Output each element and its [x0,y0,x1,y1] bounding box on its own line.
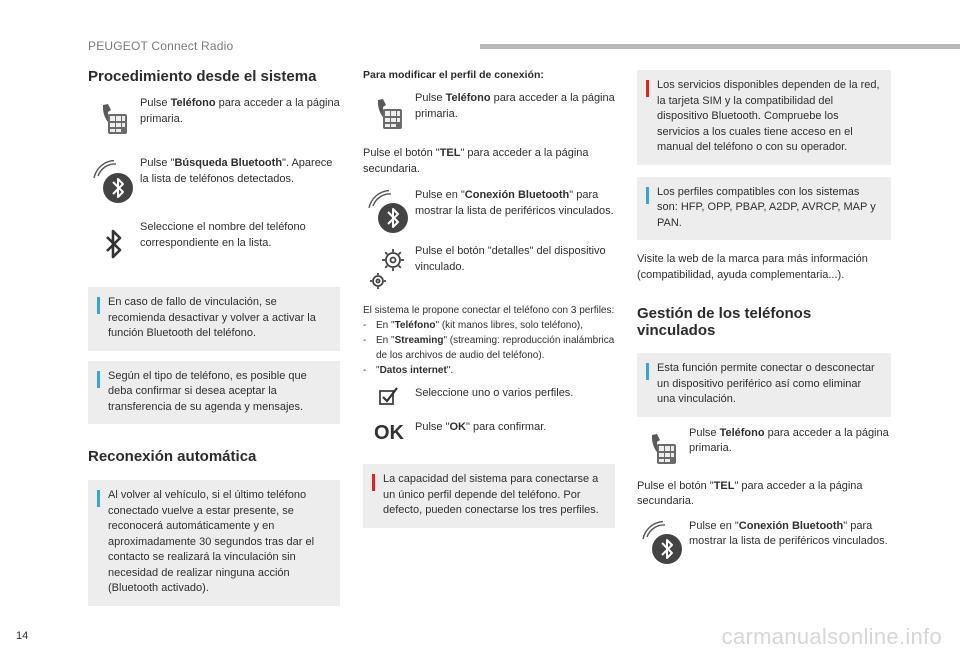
warning-profile-capacity: La capacidad del sistema para conectarse a un único perfil depende del teléfono. Por defecto, pueden conectarse los tres perfiles. [363,464,615,528]
bluetooth-search-icon [88,155,140,211]
profile-item: - "Datos internet". [363,365,454,376]
phone-icon [88,95,140,143]
step-select-profiles-text: Seleccione uno o varios perfiles. [415,387,574,399]
tel-button-paragraph: Pulse el botón "TEL" para acceder a la página secundaria. [363,147,589,175]
step-bluetooth-search [88,155,340,211]
step-select-profiles [363,380,615,412]
checkbox-icon [363,380,415,412]
gear-icon [363,243,415,295]
step-details-text: Pulse el botón "detalles" del dispositivo vinculado. [415,245,606,273]
step-select-phone [88,219,340,269]
phone-icon [637,425,689,473]
step-phone-2-text: Pulse Teléfono para acceder a la página primaria. [415,92,615,120]
subtitle-modify-profile: Para modificar el perfil de conexión: [363,69,544,81]
note-manage-function: Esta función permite conectar o desconectar un dispositivo periférico así como eliminar una vinculación. [637,353,891,417]
step-select-phone-text: Seleccione el nombre del teléfono correspondiente en la lista. [140,221,306,249]
ok-icon [363,414,415,452]
step-phone [88,95,340,143]
step-phone-text: Pulse Teléfono para acceder a la página primaria. [140,97,340,125]
profiles-intro: El sistema le propone conectar el teléfono con 3 perfiles: [363,305,615,316]
header-bar [480,44,960,49]
bluetooth-search-icon [637,518,689,570]
visit-website-paragraph: Visite la web de la marca para más información (compatibilidad, ayuda complementaria...). [637,253,868,281]
note-confirm-transfer: Según el tipo de teléfono, es posible que deba confirmar si desea aceptar la transferencia de su agenda y mensajes. [88,361,340,425]
step-bluetooth-connection-2 [637,518,891,570]
step-bluetooth-search-text: Pulse "Búsqueda Bluetooth". Aparece la lista de teléfonos detectados. [140,157,333,185]
phone-icon [363,90,415,138]
step-ok-text: Pulse "OK" para confirmar. [415,421,547,433]
note-compatible-profiles: Los perfiles compatibles con los sistemas son: HFP, OPP, PBAP, A2DP, AVRCP, MAP y PAN. [637,177,891,241]
column-1 [88,60,340,606]
page-number: 14 [16,630,29,642]
warning-services: Los servicios disponibles dependen de la red, la tarjeta SIM y la compatibilidad del dispositivo Bluetooth. Compruebe los servicios a los cuales tiene acceso en el manual del teléfono o con su operador. [637,70,891,165]
step-phone-3-text: Pulse Teléfono para acceder a la página primaria. [689,426,889,454]
step-ok [363,414,615,452]
step-bluetooth-connection [363,187,615,239]
column-2 [363,60,615,528]
profiles-list [363,318,615,378]
step-phone-2 [363,90,615,138]
section-title-procedure: Procedimiento desde el sistema [88,68,317,85]
step-bluetooth-connection-2-text: Pulse en "Conexión Bluetooth" para mostrar la lista de periféricos vinculados. [689,519,888,547]
note-pairing-failure: En caso de fallo de vinculación, se recomienda desactivar y volver a activar la función Bluetooth del teléfono. [88,287,340,351]
bluetooth-icon [88,219,140,269]
ok-label: OK [374,421,404,444]
profile-item: - En "Streaming" (streaming: reproducción inalámbrica de los archivos de audio del teléfono). [363,335,615,361]
header-title: PEUGEOT Connect Radio [88,39,234,53]
step-details [363,243,615,295]
section-title-manage: Gestión de los teléfonos vinculados [637,305,812,339]
profile-item: - En "Teléfono" (kit manos libres, solo teléfono), [363,320,583,331]
column-3 [637,60,891,570]
note-auto-reconnect: Al volver al vehículo, si el último teléfono conectado vuelve a estar presente, se reconocerá automáticamente y en aproximadamente 30 segundos tras dar el contacto se realizará la vinculación sin necesidad de realizar ninguna acción (Bluetooth activado). [88,480,340,606]
watermark: carmanualsonline.info [721,624,942,649]
step-bluetooth-connection-text: Pulse en "Conexión Bluetooth" para mostrar la lista de periféricos vinculados. [415,189,614,217]
step-phone-3 [637,425,891,473]
section-title-reconnect: Reconexión automática [88,448,257,465]
tel-button-paragraph-2: Pulse el botón "TEL" para acceder a la página secundaria. [637,479,863,507]
bluetooth-search-icon [363,187,415,239]
